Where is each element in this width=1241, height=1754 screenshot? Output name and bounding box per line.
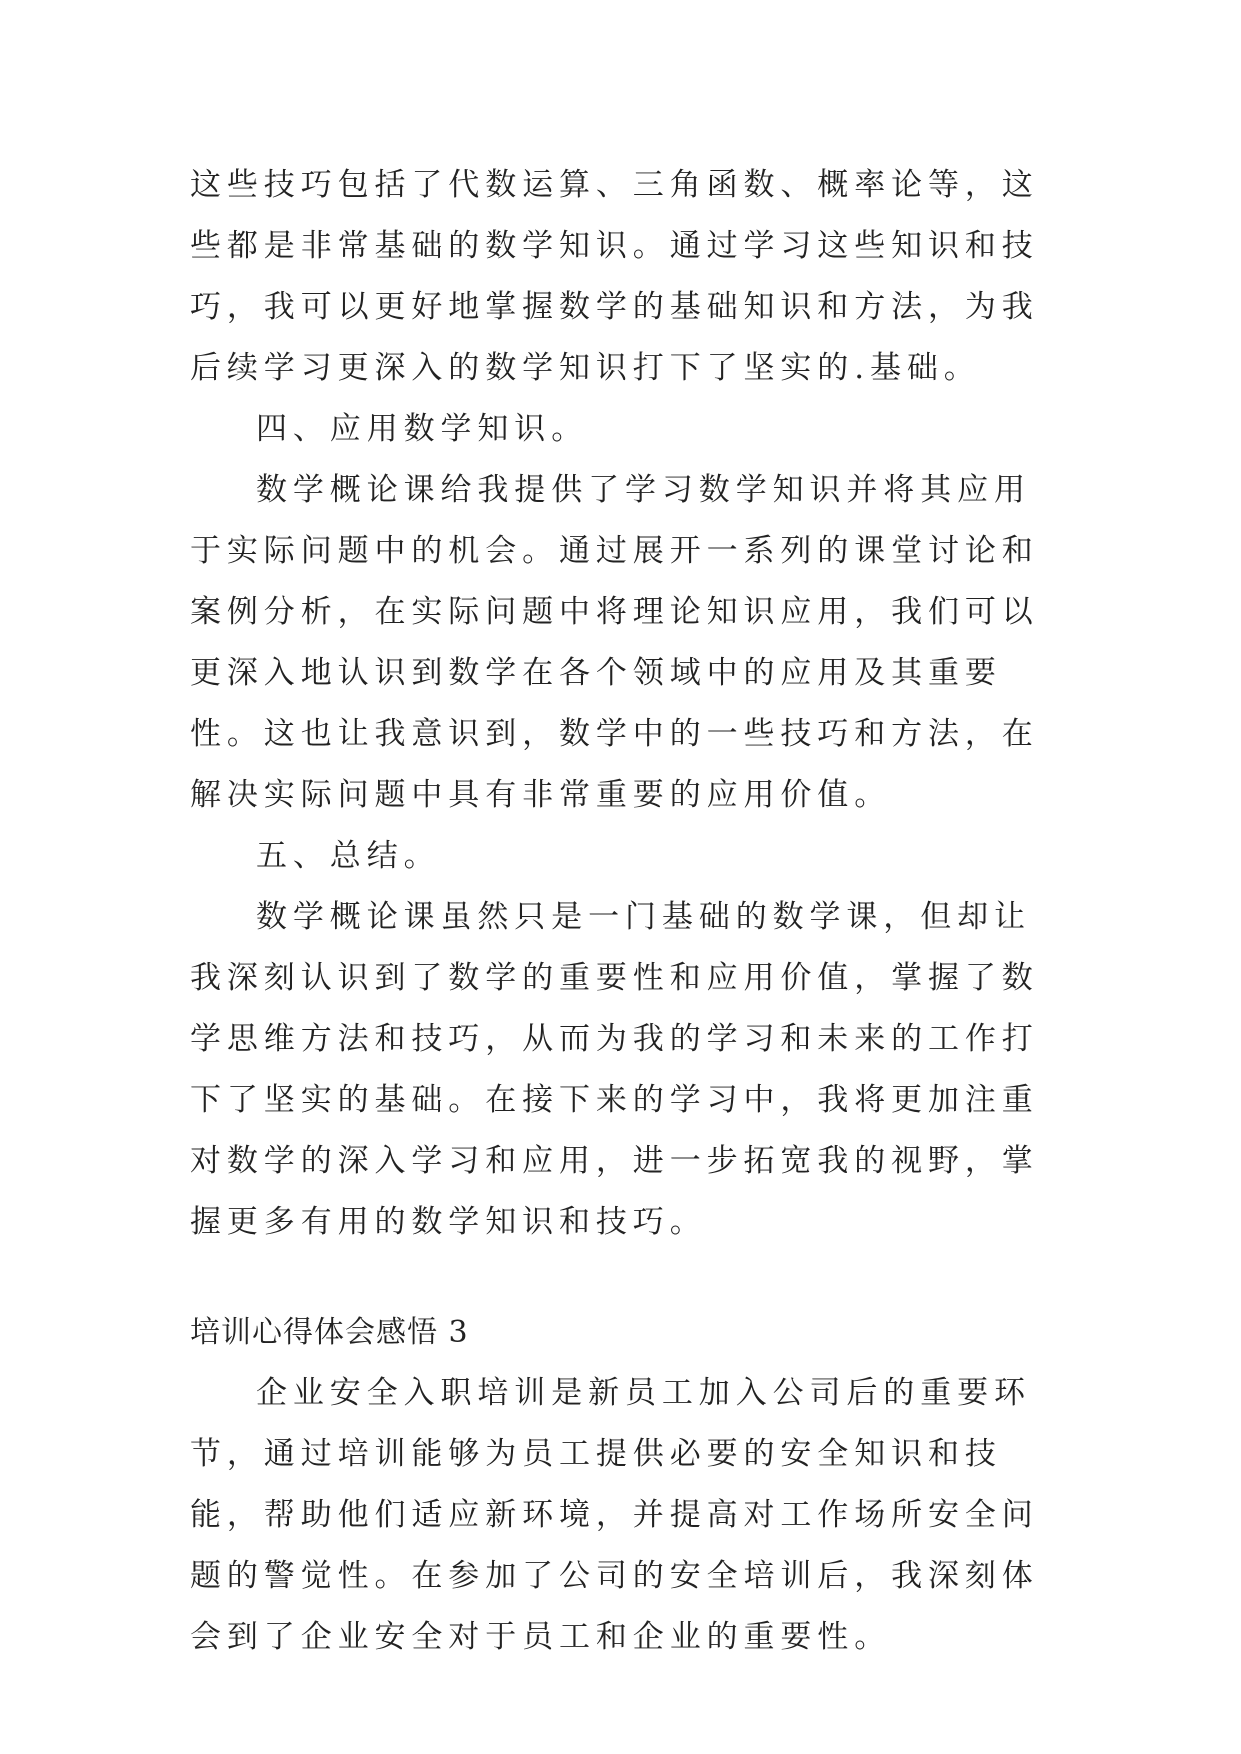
heading-summary: 五、总结。 bbox=[256, 838, 441, 874]
paragraph-apply-math: 数学概论课给我提供了学习数学知识并将其应用于实际问题中的机会。通过展开一系列的课堂讨论和案例分析，在实际问题中将理论知识应用，我们可以更深入地认识到数学在各个领域中的应用及其重要性。这也让我意识到，数学中的一些技巧和方法，在解决实际问题中具有非常重要的应用价值。 bbox=[190, 472, 1039, 813]
heading-apply-math: 四、应用数学知识。 bbox=[256, 411, 589, 447]
paragraph-safety-training: 企业安全入职培训是新员工加入公司后的重要环节，通过培训能够为员工提供必要的安全知识和技能，帮助他们适应新环境，并提高对工作场所安全问题的警觉性。在参加了公司的安全培训后，我深刻体会到了企业安全对于员工和企业的重要性。 bbox=[190, 1375, 1039, 1655]
paragraph-summary: 数学概论课虽然只是一门基础的数学课，但却让我深刻认识到了数学的重要性和应用价值，掌握了数学思维方法和技巧，从而为我的学习和未来的工作打下了坚实的基础。在接下来的学习中，我将更加注重对数学的深入学习和应用，进一步拓宽我的视野，掌握更多有用的数学知识和技巧。 bbox=[190, 899, 1039, 1240]
document-body bbox=[190, 155, 1050, 1668]
paragraph-math-skills: 这些技巧包括了代数运算、三角函数、概率论等，这些都是非常基础的数学知识。通过学习这些知识和技巧，我可以更好地掌握数学的基础知识和方法，为我后续学习更深入的数学知识打下了坚实的.基础。 bbox=[190, 167, 1039, 386]
section-title: 培训心得体会感悟 3 bbox=[190, 1315, 469, 1350]
